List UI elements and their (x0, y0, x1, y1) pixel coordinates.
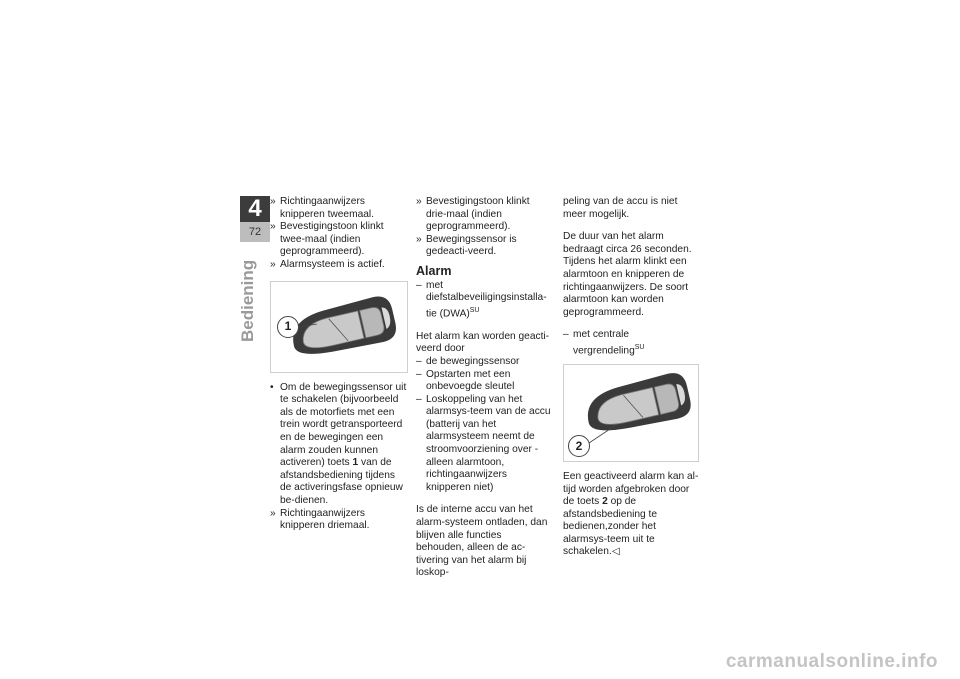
paragraph: peling van de accu is niet meer mogelijk. (563, 196, 678, 220)
paragraph: De duur van het alarm bedraagt circa 26 seconden. Tijdens het alarm klinkt een alarmtoon en knipperen de richtingaanwijzers. De soort alarmtoon kan worden geprogrammeerd. (563, 231, 692, 318)
dash-item: – de bewegingssensor (416, 355, 520, 367)
watermark: carmanualsonline.info (725, 651, 938, 672)
column-3 (563, 196, 699, 569)
result-item: » Richtingaanwijzers knipperen tweemaal. (270, 196, 375, 220)
remote-key-figure-1 (270, 281, 408, 373)
bullet-item: • Om de bewegingssensor uit te schakelen (bijvoorbeeld als de motorfiets met een trein wordt getransporteerd en de bewegingen een alarm zouden kunnen activeren) toets 1 van de afstandsbediening tijdens de activeringsfase opnieuw be-dienen. (270, 381, 407, 506)
paragraph: Het alarm kan worden geacti-veerd door (416, 330, 550, 355)
result-item: » Bewegingssensor is gedeacti-veerd. (416, 233, 517, 258)
result-item: » Bevestigingstoon klinkt twee-maal (indien geprogrammeerd). (270, 221, 384, 258)
chapter-number: 4 (240, 196, 270, 222)
section-tab: Bediening (238, 259, 257, 342)
remote-key-figure-2 (563, 364, 699, 462)
callout-2: 2 (568, 435, 590, 457)
page-number: 72 (240, 222, 270, 242)
paragraph: Een geactiveerd alarm kan al-tijd worden afgebroken door de toets 2 op de afstandsbediening te bedienen,zonder het alarmsys-teem uit te schakelen.◁ (563, 470, 699, 558)
section-heading: Alarm (416, 263, 452, 278)
column-1 (270, 196, 408, 533)
callout-1: 1 (277, 316, 299, 338)
end-of-section-icon: ◁ (611, 546, 620, 558)
paragraph: Is de interne accu van het alarm-systeem ontladen, dan blijven alle functies behouden, alleen de ac-tivering van het alarm bij loskop- (416, 504, 548, 579)
dash-item: – Loskoppeling van het alarmsys-teem van de accu (batterij van het alarmsysteem neemt de stroomvoorziening over - alleen alarmtoon, richtingaanwijzers knipperen niet) (416, 393, 551, 493)
dash-item: – Opstarten met een onbevoegde sleutel (416, 368, 515, 393)
result-item: » Bevestigingstoon klinkt drie-maal (indien geprogrammeerd). (416, 196, 530, 233)
dash-item: – met diefstalbeveiligingsinstalla-tie (DWA)$^{SU}$ (416, 279, 547, 320)
result-item: » Alarmsysteem is actief. (270, 258, 385, 270)
column-2 (416, 196, 552, 590)
dash-item: – met centrale vergrendeling$^{SU}$ (563, 329, 645, 357)
result-item: » Richtingaanwijzers knipperen driemaal. (270, 507, 370, 532)
